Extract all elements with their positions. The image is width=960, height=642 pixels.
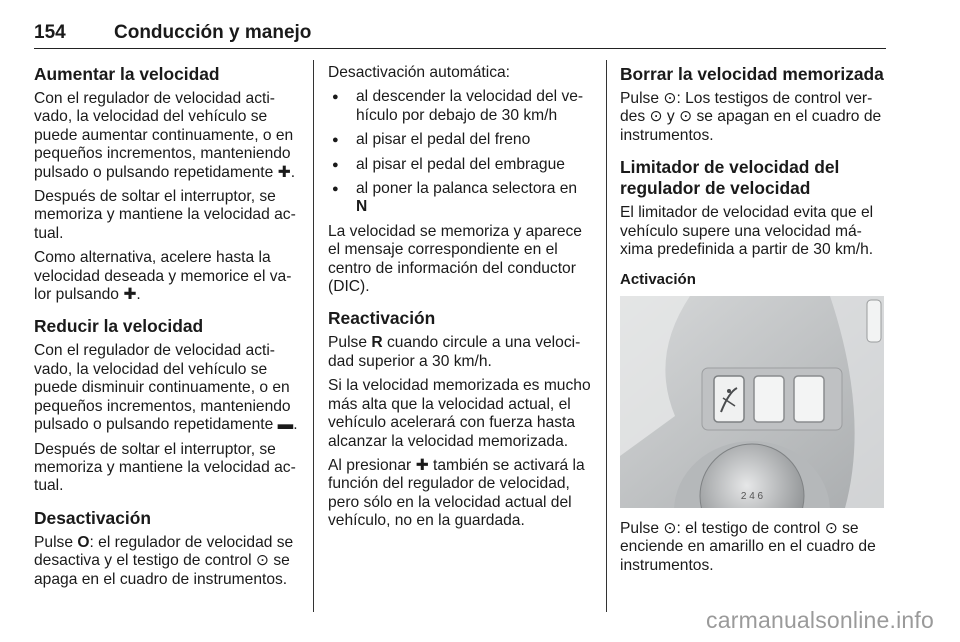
chapter-title: Conducción y manejo [114, 22, 312, 43]
bullet-list [328, 88, 592, 216]
cruise-control-icon: ⊙ [255, 552, 269, 570]
paragraph: Con el regulador de velocidad activado, la velocidad del vehículo se puede aumentar continuamente, o en pequeños incrementos, manteniendo pulsado o pulsando repetidamente ✚. [34, 90, 296, 181]
paragraph: Pulse ⊙: Los testigos de control verdes ⊙ y ⊙ se apagan en el cuadro de instrumentos. [620, 90, 882, 144]
cancel-icon: O [77, 533, 90, 551]
paragraph: Si la velocidad memorizada es mucho más alta que la velocidad actual, el vehículo acelerará con fuerza hasta alcanzar la velocidad memorizada. [328, 377, 591, 450]
paragraph: Como alternativa, acelere hasta la velocidad deseada y memorice el valor pulsando ✚. [34, 249, 292, 304]
plus-icon: ✚ [123, 286, 137, 304]
watermark: carmanualsonline.info [706, 607, 934, 633]
list-item: ● al poner la palanca selectora en N [328, 180, 592, 217]
paragraph: La velocidad se memoriza y aparece el mensaje correspondiente en el centro de información del conductor (DIC). [328, 222, 582, 296]
cruise-control-icon: ⊙ [663, 90, 677, 107]
column-1 [34, 64, 300, 595]
section-title-limitador: Limitador de velocidad del regulador de velocidad [620, 157, 840, 199]
column-2 [328, 64, 592, 537]
paragraph: Pulse R cuando circule a una velocidad superior a 30 km/h. [328, 334, 581, 370]
paragraph: Después de soltar el interruptor, se memoriza y mantiene la velocidad actual. [34, 188, 296, 242]
paragraph: Pulse O: el regulador de velocidad se desactiva y el testigo de control ⊙ se apaga en el cuadro de instrumentos. [34, 533, 294, 588]
list-item: ● al descender la velocidad del vehículo por debajo de 30 km/h [328, 88, 592, 125]
center-console-photo [620, 296, 884, 508]
paragraph: Con el regulador de velocidad activado, la velocidad del vehículo se puede disminuir continuamente, o en pequeños incrementos, manteniendo pulsado o pulsando repetidamente ▬. [34, 342, 298, 434]
section-title-aumentar: Aumentar la velocidad [34, 64, 220, 84]
gear-knob-labels: 2 4 6 [740, 490, 764, 502]
minus-icon: ▬ [277, 416, 294, 434]
page-header [34, 18, 886, 49]
subsection-title-activacion: Activación [620, 271, 696, 289]
page-number: 154 [34, 22, 66, 43]
column-3 [620, 64, 886, 581]
paragraph: Desactivación automática: [328, 64, 511, 81]
paragraph: Al presionar ✚ también se activará la función del regulador de velocidad, pero sólo en la velocidad actual del vehículo, no en la guardada. [328, 456, 585, 530]
section-title-borrar: Borrar la velocidad memorizada [620, 64, 884, 84]
section-title-reducir: Reducir la velocidad [34, 316, 204, 337]
paragraph: Después de soltar el interruptor, se memoriza y mantiene la velocidad actual. [34, 440, 296, 495]
speed-limiter-icon: ⊙ [649, 108, 663, 126]
column-divider-2 [606, 60, 607, 612]
column-divider-1 [313, 60, 314, 612]
cruise-control-icon: ⊙ [679, 108, 693, 126]
plus-icon: ✚ [415, 456, 429, 474]
speed-limiter-icon: ⊙ [663, 519, 677, 537]
speed-limiter-icon: ⊙ [824, 519, 838, 537]
section-title-desactivacion: Desactivación [34, 507, 151, 528]
section-title-reactivacion: Reactivación [328, 308, 436, 329]
list-item: ● al pisar el pedal del freno [328, 131, 592, 149]
console-illustration [620, 296, 884, 508]
plus-icon: ✚ [277, 163, 291, 181]
paragraph: Pulse ⊙: el testigo de control ⊙ se enciende en amarillo en el cuadro de instrumentos. [620, 519, 876, 574]
list-item: ● al pisar el pedal del embrague [328, 156, 592, 174]
paragraph: El limitador de velocidad evita que el vehículo supere una velocidad máxima predefinida a partir de 30 km/h. [620, 204, 874, 259]
